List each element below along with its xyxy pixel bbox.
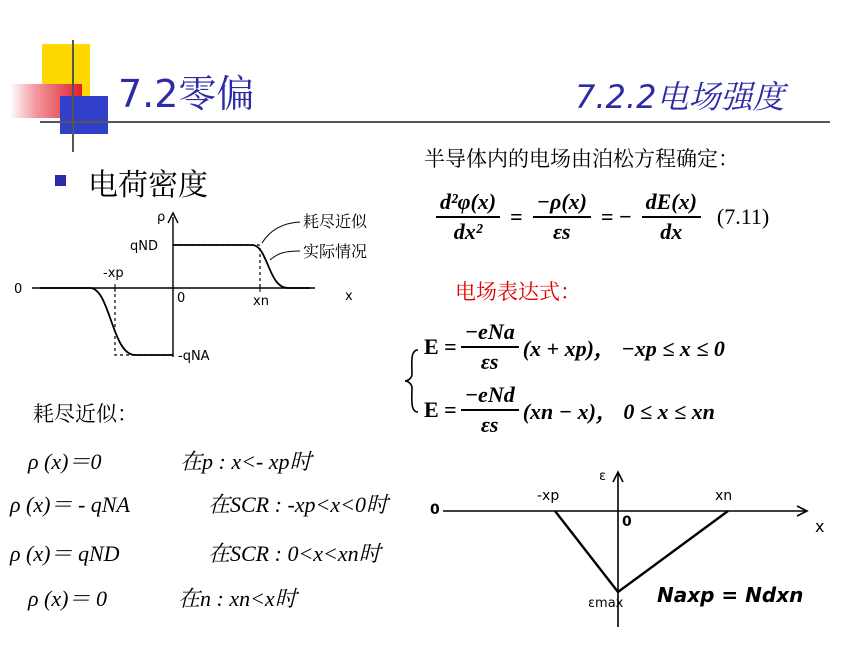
e1-lhs: E = [424,334,457,360]
deco-vertical-line [72,40,74,152]
eq-equals-minus: = − [601,204,632,230]
eq-term1-denominator: dx² [453,219,483,245]
field-profile-curve [555,511,728,592]
charge-xp-label: -xp [103,266,124,281]
rho-cond-1: 在p : x<- xp时 [180,449,312,474]
charge-ylabel: ρ [157,210,166,225]
title-underline [40,121,830,123]
eq-term3-denominator: dx [660,219,683,245]
e1-rhs: (x + xp)， −xp ≤ x ≤ 0 [522,335,725,361]
field-xlabel: x [815,517,825,536]
rho-expr-3: ρ (x)＝ qND [10,541,120,566]
e2-rhs: (xn − x)， 0 ≤ x ≤ xn [522,398,715,424]
eq-term3-numerator: dE(x) [642,190,701,218]
legend-actual: 实际情况 [303,242,368,261]
e1-numerator: −eNa [461,320,519,348]
charge-xlabel: x [345,289,353,304]
eq-term2-denominator: εs [553,219,571,245]
charge-density-chart [10,205,405,365]
e1-denominator: εs [480,349,499,375]
charge-zero-label: 0 [14,282,23,297]
charge-origin-label: 0 [177,291,186,306]
eq-term2-numerator: −ρ(x) [533,190,591,218]
field-xp-label: -xp [537,488,560,504]
rho-cond-3: 在SCR : 0<x<xn时 [208,541,381,566]
expression-title: 电场表达式： [455,280,581,304]
depletion-approx-curve [115,245,260,355]
rho-expr-4: ρ (x)＝ 0 [28,586,107,611]
field-xn-label: xn [715,488,733,504]
electric-field-chart [425,462,845,632]
actual-pointer [270,251,300,260]
eq-equals: = [510,204,523,230]
legend-approx: 耗尽近似 [303,212,368,231]
charge-pos-level: qND [130,239,158,254]
charge-neg-level: -qNA [178,349,210,364]
e2-denominator: εs [480,412,499,438]
rho-cond-4: 在n : xn<x时 [178,586,297,611]
e2-numerator: −eNd [461,383,519,411]
rho-expr-2: ρ (x)＝ - qNA [10,492,130,517]
poisson-equation [432,190,769,244]
e2-lhs: E = [424,397,457,423]
depletion-heading: 耗尽近似： [33,402,138,426]
deco-blue-block [60,96,108,134]
rho-cond-2: 在SCR : -xp<x<0时 [208,492,388,517]
slide-title: 7.2零偏 [118,72,255,116]
intro-text: 半导体内的电场由泊松方程确定： [424,147,739,171]
field-expression-2 [424,383,715,437]
slide-subtitle: 7.2.2电场强度 [575,78,785,116]
actual-charge-curve [40,245,310,355]
approx-pointer [262,222,300,243]
field-zero-label: 0 [430,502,440,518]
eq-label: (7.11) [716,204,770,230]
field-origin-label: 0 [622,514,632,530]
field-expression-1 [424,320,725,374]
bullet-square-icon [55,175,66,186]
charge-xn-label: xn [253,294,269,309]
rho-expr-1: ρ (x)＝0 [28,449,102,474]
brace-icon [402,348,422,414]
field-min-label: εmax [588,596,624,611]
field-ylabel: ε [599,469,607,484]
eq-term1-numerator: d²φ(x) [436,190,500,218]
bullet-text: 电荷密度 [88,168,208,203]
field-relation: Naxp = Ndxn [657,583,804,607]
